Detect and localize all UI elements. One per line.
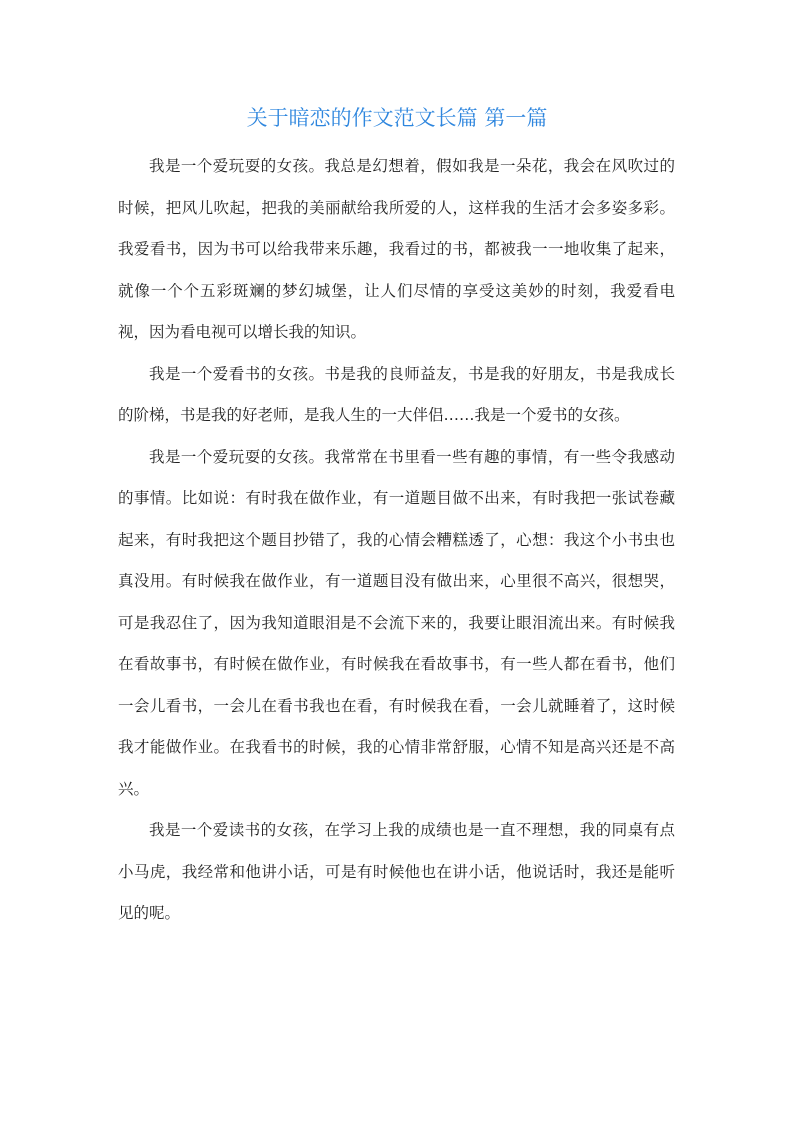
paragraph: 我是一个爱看书的女孩。书是我的良师益友，书是我的好朋友，书是我成长的阶梯，书是我的好老师，是我人生的一大伴侣……我是一个爱书的女孩。: [118, 364, 675, 424]
paragraph: 我是一个爱玩耍的女孩。我总是幻想着，假如我是一朵花，我会在风吹过的时候，把风儿吹起，把我的美丽献给我所爱的人，这样我的生活才会多姿多彩。我爱看书，因为书可以给我带来乐趣，我看过的书，都被我一一地收集了起来，就像一个个五彩斑斓的梦幻城堡，让人们尽情的享受这美妙的时刻，我爱看电视，因为看电视可以增长我的知识。: [118, 157, 675, 341]
paragraph: 我是一个爱读书的女孩，在学习上我的成绩也是一直不理想，我的同桌有点小马虎，我经常和他讲小话，可是有时候他也在讲小话，他说话时，我还是能听见的呢。: [118, 821, 675, 922]
document-body: [118, 146, 675, 935]
paragraph: 我是一个爱玩耍的女孩。我常常在书里看一些有趣的事情，有一些令我感动的事情。比如说：有时我在做作业，有一道题目做不出来，有时我把一张试卷藏起来，有时我把这个题目抄错了，我的心情会糟糕透了，心想：我这个小书虫也真没用。有时候我在做作业，有一道题目没有做出来，心里很不高兴，很想哭，可是我忍住了，因为我知道眼泪是不会流下来的，我要让眼泪流出来。有时候我在看故事书，有时候在做作业，有时候我在看故事书，有一些人都在看书，他们一会儿看书，一会儿在看书我也在看，有时候我在看，一会儿就睡着了，这时候我才能做作业。在我看书的时候，我的心情非常舒服，心情不知是高兴还是不高兴。: [118, 447, 675, 798]
document-title: 关于暗恋的作文范文长篇 第一篇: [246, 106, 548, 130]
